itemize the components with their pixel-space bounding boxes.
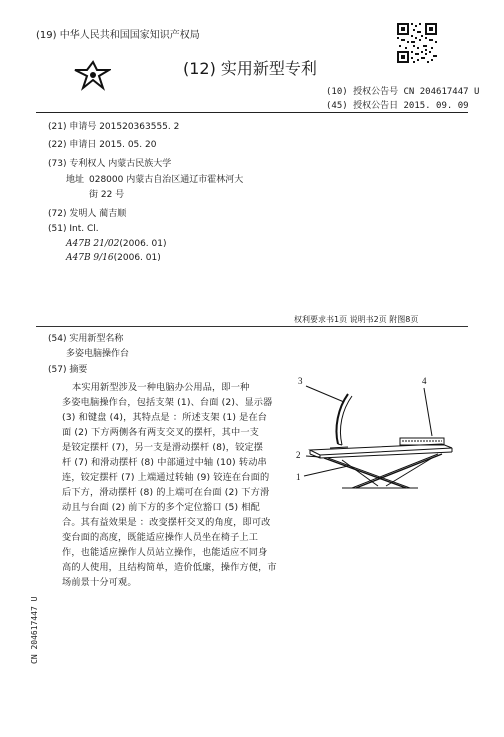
header-divider [36, 112, 468, 113]
utility-title-label: (54) 实用新型名称 [48, 334, 124, 344]
side-publication-number: CN 204617447 U [30, 596, 39, 664]
abstract-line: 高的人使用，且结构简单，造价低廉，操作方便，市 [62, 562, 277, 573]
utility-title: 多姿电脑操作台 [66, 349, 130, 359]
address-line-1: 028000 内蒙古自治区通辽市霍林河大 [89, 175, 244, 185]
section-divider [36, 326, 468, 327]
figure-label-2: 2 [296, 450, 301, 460]
leader-3 [306, 386, 344, 402]
abstract-line: (3) 和键盘 (4)，其特点是 ：所述支架 (1) 是在台 [62, 412, 268, 423]
abstract-line: 后下方，滑动摆杆 (8) 的上端可在台面 (2) 下方滑 [62, 487, 270, 498]
leader-2 [306, 456, 320, 457]
abstract-line: 场前景十分可观。 [62, 577, 137, 588]
leg-2 [356, 454, 442, 488]
abstract-line: 多姿电脑操作台，包括支架 (1)、台面 (2)、显示器 [62, 397, 273, 408]
abstract-line: 动且与台面 (2) 前下方的多个定位豁口 (5) 相配 [62, 502, 260, 513]
figure-label-1: 1 [296, 472, 301, 482]
classification-2: A47B 9/16(2006. 01) [66, 253, 161, 263]
address-label: 地址 [66, 175, 85, 185]
abstract-label: (57) 摘要 [48, 365, 88, 375]
sipo-logo-icon [73, 60, 111, 92]
desk-figure [282, 368, 468, 490]
abstract-line: 作，也能适应操作人员站立操作，也能适应不同身 [62, 547, 268, 558]
abstract-line: 杆 (7) 和滑动摆杆 (8) 中部通过中轴 (10) 转动串 [62, 457, 267, 468]
abstract-line: 本实用新型涉及一种电脑办公用品，即一种 [72, 382, 250, 393]
figure-label-4: 4 [422, 376, 427, 386]
inventor: (72) 发明人 蔺吉顺 [48, 209, 127, 219]
patent-type-title: (12) 实用新型专利 [183, 59, 317, 78]
publication-date: (45) 授权公告日 2015. 09. 09 [326, 101, 469, 111]
abstract-line: 合。其有益效果是 ：改变摆杆交叉的角度，即可改 [62, 517, 271, 528]
publication-number: (10) 授权公告号 CN 204617447 U [326, 87, 480, 97]
abstract-line: 是铰定摆杆 (7)，另一支是滑动摆杆 (8)，铰定摆 [62, 442, 264, 453]
qr-code-icon [396, 22, 438, 64]
figure-label-3: 3 [298, 376, 303, 386]
leader-1 [304, 466, 348, 476]
office-name: (19) 中华人民共和国国家知识产权局 [36, 30, 200, 41]
abstract-line: 连，铰定摆杆 (7) 上端通过转轴 (9) 铰连在台面的 [62, 472, 270, 483]
application-number: (21) 申请号 201520363555. 2 [48, 122, 180, 132]
address-line-2: 街 22 号 [89, 190, 125, 200]
leader-4 [424, 388, 432, 436]
application-date: (22) 申请日 2015. 05. 20 [48, 140, 157, 150]
classification-1: A47B 21/02(2006. 01) [66, 239, 167, 249]
abstract-line: 变台面的高度，既能适应操作人员坐在椅子上工 [62, 532, 259, 543]
patent-owner: (73) 专利权人 内蒙古民族大学 [48, 159, 172, 169]
int-cl-label: (51) Int. Cl. [48, 224, 99, 234]
page-counts: 权利要求书1页 说明书2页 附图8页 [294, 315, 419, 324]
abstract-line: 面 (2) 下方两侧各有两支交叉的摆杆，其中一支 [62, 427, 260, 438]
